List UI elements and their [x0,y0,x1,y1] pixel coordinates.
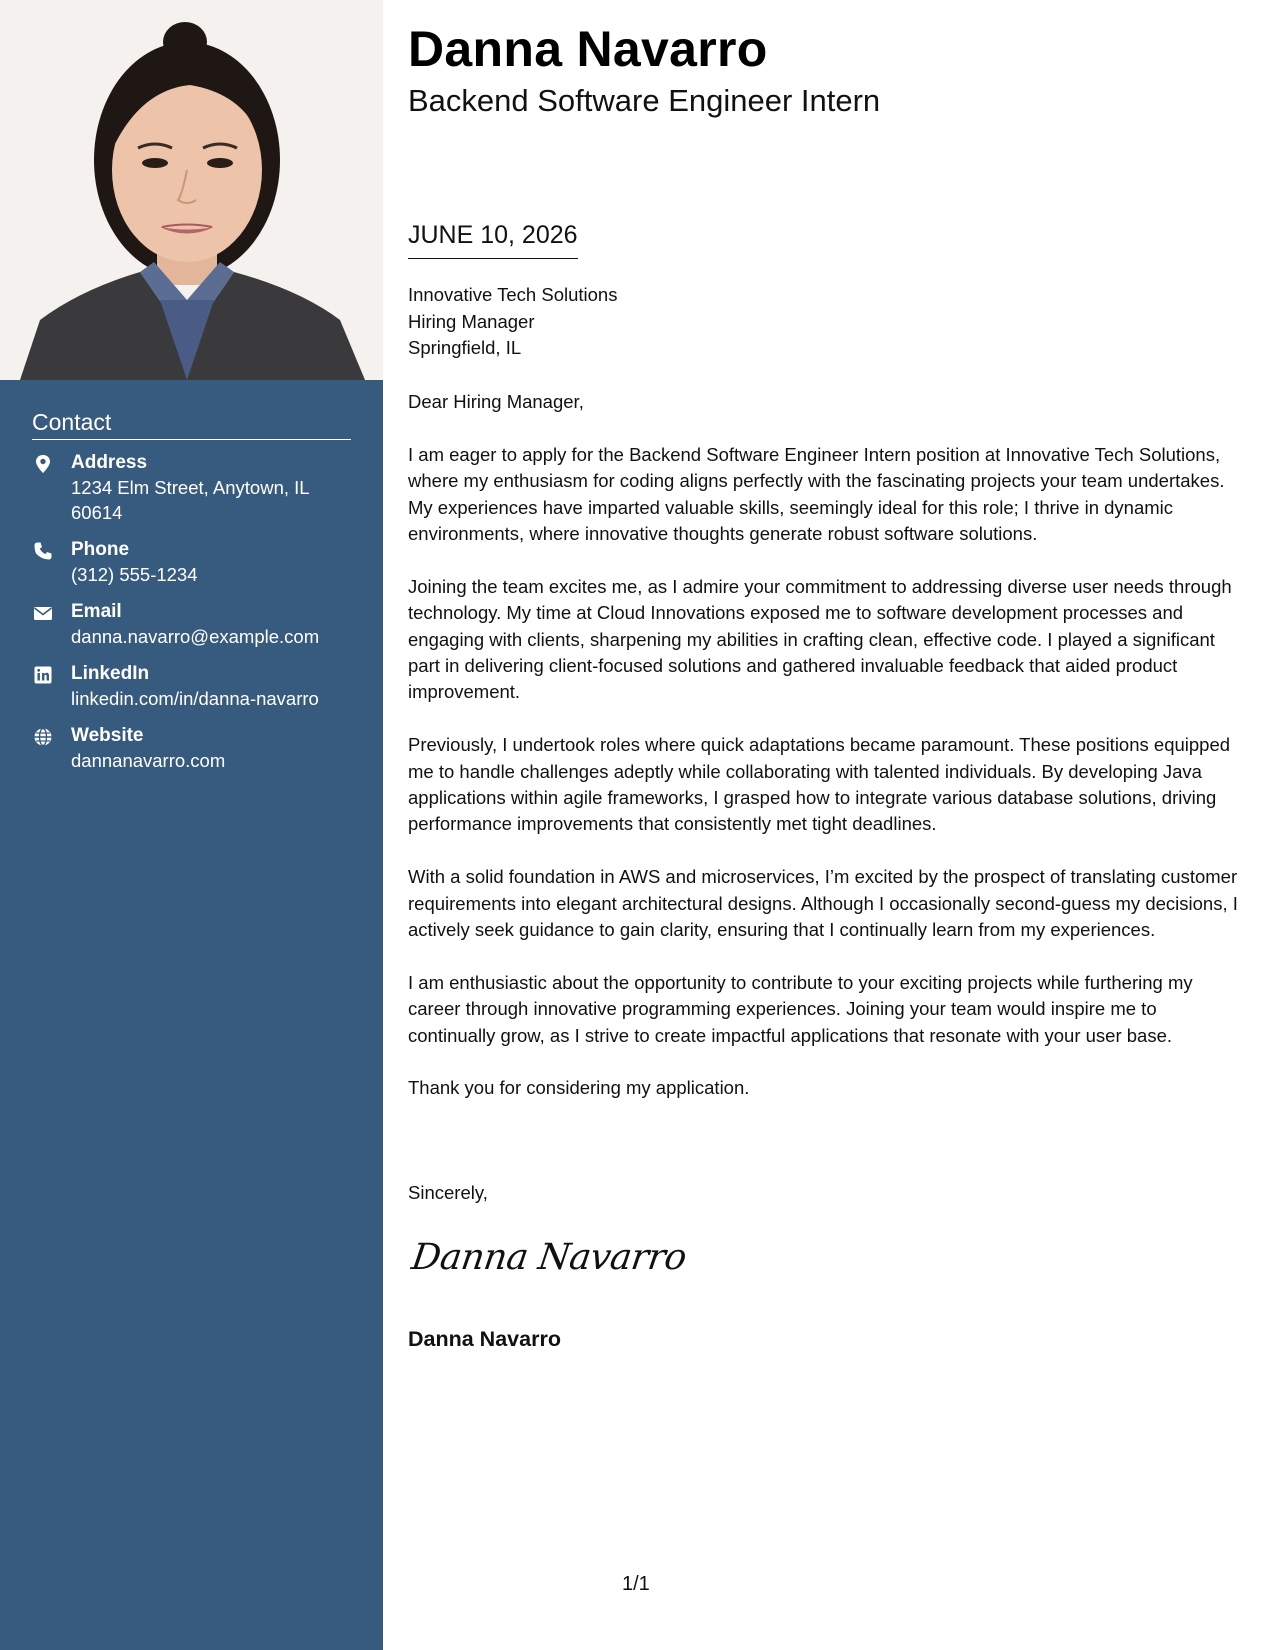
paragraph: I am enthusiastic about the opportunity to contribute to your exciting projects while furthering my career through innovative programming experiences. Joining your team would inspire me to continually grow, as I strive to create impactful applications that resonate with your user base. [408,971,1193,1046]
linkedin-link[interactable]: linkedin.com/in/danna-navarro [71,688,319,710]
phone-icon [33,541,53,561]
page-number: 1/1 [622,1573,650,1595]
paragraph: With a solid foundation in AWS and microservices, I’m excited by the prospect of translating customer requirements into elegant architectural designs. Although I occasionally second-guess my decisions, I actively seek guidance to gain clarity, ensuring that I continually learn from my experiences. [408,866,1238,941]
recipient-location: Springfield, IL [408,337,522,358]
contact-section [32,410,351,786]
contact-item-website [32,724,351,773]
address-value: 1234 Elm Street, Anytown, IL 60614 [71,477,309,524]
contact-label-linkedin: LinkedIn [71,663,150,685]
paragraph: I am eager to apply for the Backend Software Engineer Intern position at Innovative Tech Solutions, where my enthusiasm for coding aligns perfectly with the fascinating projects your team undertakes. My experiences have imparted valuable skills, seemingly ideal for this role; I thrive in dynamic environments, where innovative thoughts generate robust software solutions. [408,443,1225,545]
paragraph: Previously, I undertook roles where quick adaptations became paramount. These positions equipped me to handle challenges adeptly while collaborating with talented individuals. By developing Java applications within agile frameworks, I grasped how to integrate various database solutions, driving performance improvements that consistently met tight deadlines. [408,734,1231,835]
recipient-company: Innovative Tech Solutions [408,284,618,305]
portrait-photo [0,0,383,380]
signed-name: Danna Navarro [408,1327,561,1351]
contact-item-linkedin [32,662,351,711]
paragraph: Joining the team excites me, as I admire your commitment to addressing diverse user needs through technology. My time at Cloud Innovations exposed me to software development processes and engaging with clients, sharpening my abilities in crafting clean, effective code. I played a significant part in delivering client-focused solutions and gathered invaluable feedback that aided product improvement. [408,575,1232,703]
recipient-title: Hiring Manager [408,310,535,332]
linkedin-icon [33,665,53,685]
contact-label-email: Email [71,601,122,623]
letter-date: JUNE 10, 2026 [408,222,578,259]
email-link[interactable]: danna.navarro@example.com [71,626,320,648]
paragraph: Thank you for considering my application. [408,1077,750,1099]
recipient-block [408,282,617,362]
sidebar [0,0,383,1650]
website-link[interactable]: dannanavarro.com [71,750,226,772]
contact-item-email [32,600,351,649]
location-pin-icon [33,454,53,474]
phone-value[interactable]: (312) 555-1234 [71,564,198,586]
contact-label-website: Website [71,725,144,747]
salutation: Dear Hiring Manager, [408,391,584,412]
applicant-role: Backend Software Engineer Intern [408,83,881,118]
applicant-name: Danna Navarro [408,21,768,77]
contact-item-phone [32,538,351,587]
contact-label-address: Address [71,452,148,474]
globe-icon [33,727,53,747]
letter-body [408,389,1248,1128]
envelope-icon [33,603,53,623]
contact-label-phone: Phone [71,539,130,561]
contact-list [32,451,351,773]
contact-item-address [32,451,351,525]
handwritten-signature: Danna Navarro [409,1237,689,1278]
closing: Sincerely, [408,1182,488,1203]
contact-heading: Contact [32,410,351,440]
